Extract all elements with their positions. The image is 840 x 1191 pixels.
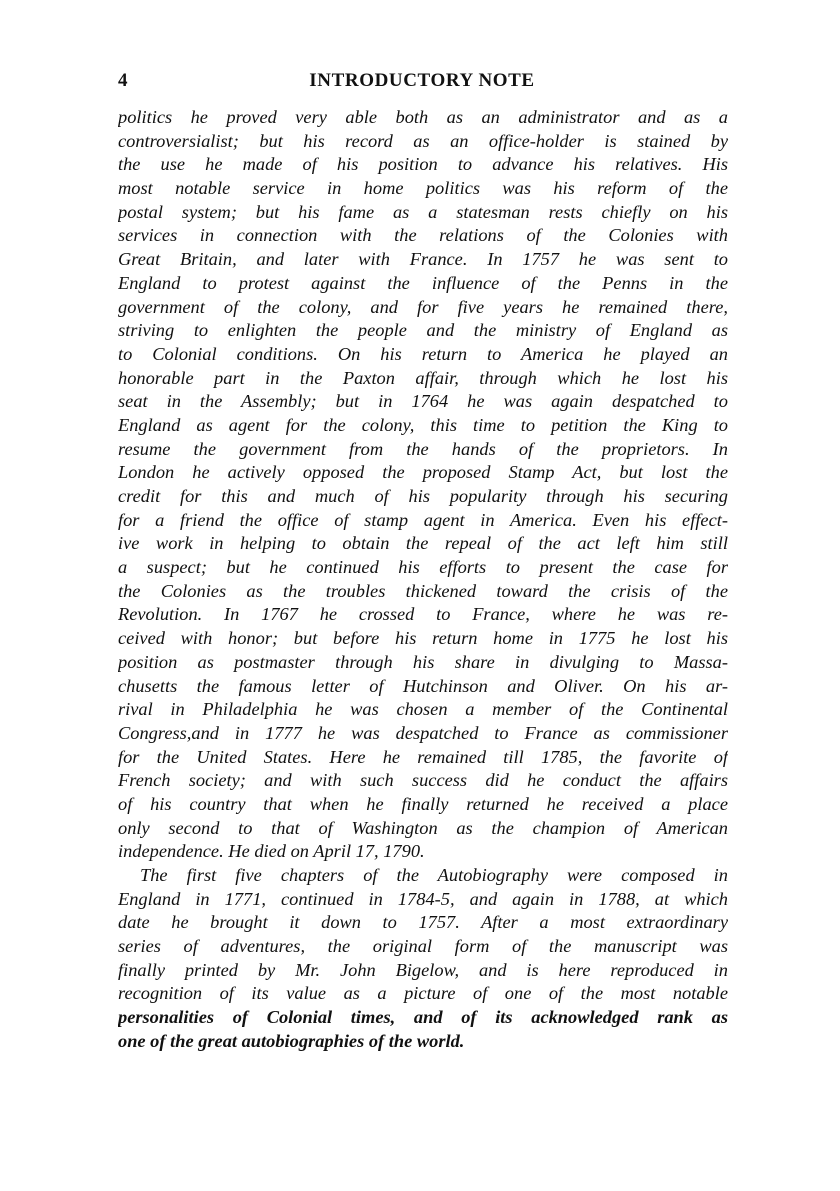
text-line: Revolution. In 1767 he crossed to France, where he was re-	[118, 604, 728, 625]
text-line: French society; and with such success did he conduct the affairs	[118, 770, 728, 791]
text-line: of his country that when he finally returned he received a place	[118, 793, 728, 814]
text-line: honorable part in the Paxton affair, through which he lost his	[118, 367, 728, 388]
text-line: series of adventures, the original form of the manuscript was	[118, 936, 728, 957]
text-line: credit for this and much of his popularity through his securing	[118, 486, 728, 506]
text-line: the Colonies as the troubles thickened toward the crisis of the	[118, 580, 728, 601]
paragraph-start-line: The first five chapters of the Autobiography were composed in	[140, 865, 728, 885]
text-line: England in 1771, continued in 1784-5, and again in 1788, at which	[118, 888, 728, 909]
text-line: a suspect; but he continued his efforts to present the case for	[118, 557, 728, 578]
running-title: INTRODUCTORY NOTE	[309, 70, 535, 91]
text-line: resume the government from the hands of the proprietors. In	[118, 438, 728, 459]
text-line: most notable service in home politics was his reform of the	[118, 178, 728, 199]
text-line: striving to enlighten the people and the ministry of England as	[118, 320, 728, 341]
text-line: finally printed by Mr. John Bigelow, and is here reproduced in	[118, 959, 728, 980]
text-line: seat in the Assembly; but in 1764 he was again despatched to	[118, 391, 728, 412]
paragraph-end-line: one of the great autobiographies of the world.	[118, 1030, 465, 1051]
text-line: for the United States. Here he remained till 1785, the favorite of	[118, 746, 728, 767]
text-line: controversialist; but his record as an office-holder is stained by	[118, 130, 728, 151]
text-line: date he brought it down to 1757. After a most extraordinary	[118, 912, 728, 933]
text-line: postal system; but his fame as a statesman rests chiefly on his	[118, 201, 728, 222]
text-line: England as agent for the colony, this time to petition the King to	[118, 414, 728, 435]
text-line: politics he proved very able both as an administrator and as a	[118, 107, 728, 127]
text-line: to Colonial conditions. On his return to America he played an	[118, 343, 728, 364]
text-line: for a friend the office of stamp agent in America. Even his effect-	[118, 509, 728, 530]
text-line: ceived with honor; but before his return home in 1775 he lost his	[118, 628, 728, 649]
text-line: Congress,and in 1777 he was despatched to France as commissioner	[118, 722, 728, 743]
text-line: services in connection with the relations of the Colonies with	[118, 225, 728, 246]
text-line: position as postmaster through his share in divulging to Massa-	[118, 651, 728, 672]
text-line: personalities of Colonial times, and of its acknowledged rank as	[118, 1007, 728, 1028]
text-line: government of the colony, and for five years he remained there,	[118, 296, 728, 317]
text-line: rival in Philadelphia he was chosen a member of the Continental	[118, 699, 728, 720]
page-number: 4	[118, 70, 128, 91]
page-header	[118, 70, 726, 98]
text-line: recognition of its value as a picture of one of the most notable	[118, 983, 728, 1004]
paragraph-end-line: independence. He died on April 17, 1790.	[118, 841, 425, 862]
text-line: Great Britain, and later with France. In 1757 he was sent to	[118, 249, 728, 270]
text-line: England to protest against the influence of the Penns in the	[118, 272, 728, 293]
text-line: the use he made of his position to advance his relatives. His	[118, 154, 728, 175]
text-line: ive work in helping to obtain the repeal of the act left him still	[118, 533, 728, 554]
text-line: chusetts the famous letter of Hutchinson and Oliver. On his ar-	[118, 675, 728, 696]
text-line: only second to that of Washington as the champion of American	[118, 817, 728, 838]
text-line: London he actively opposed the proposed Stamp Act, but lost the	[118, 462, 728, 483]
body-text	[118, 106, 728, 1054]
